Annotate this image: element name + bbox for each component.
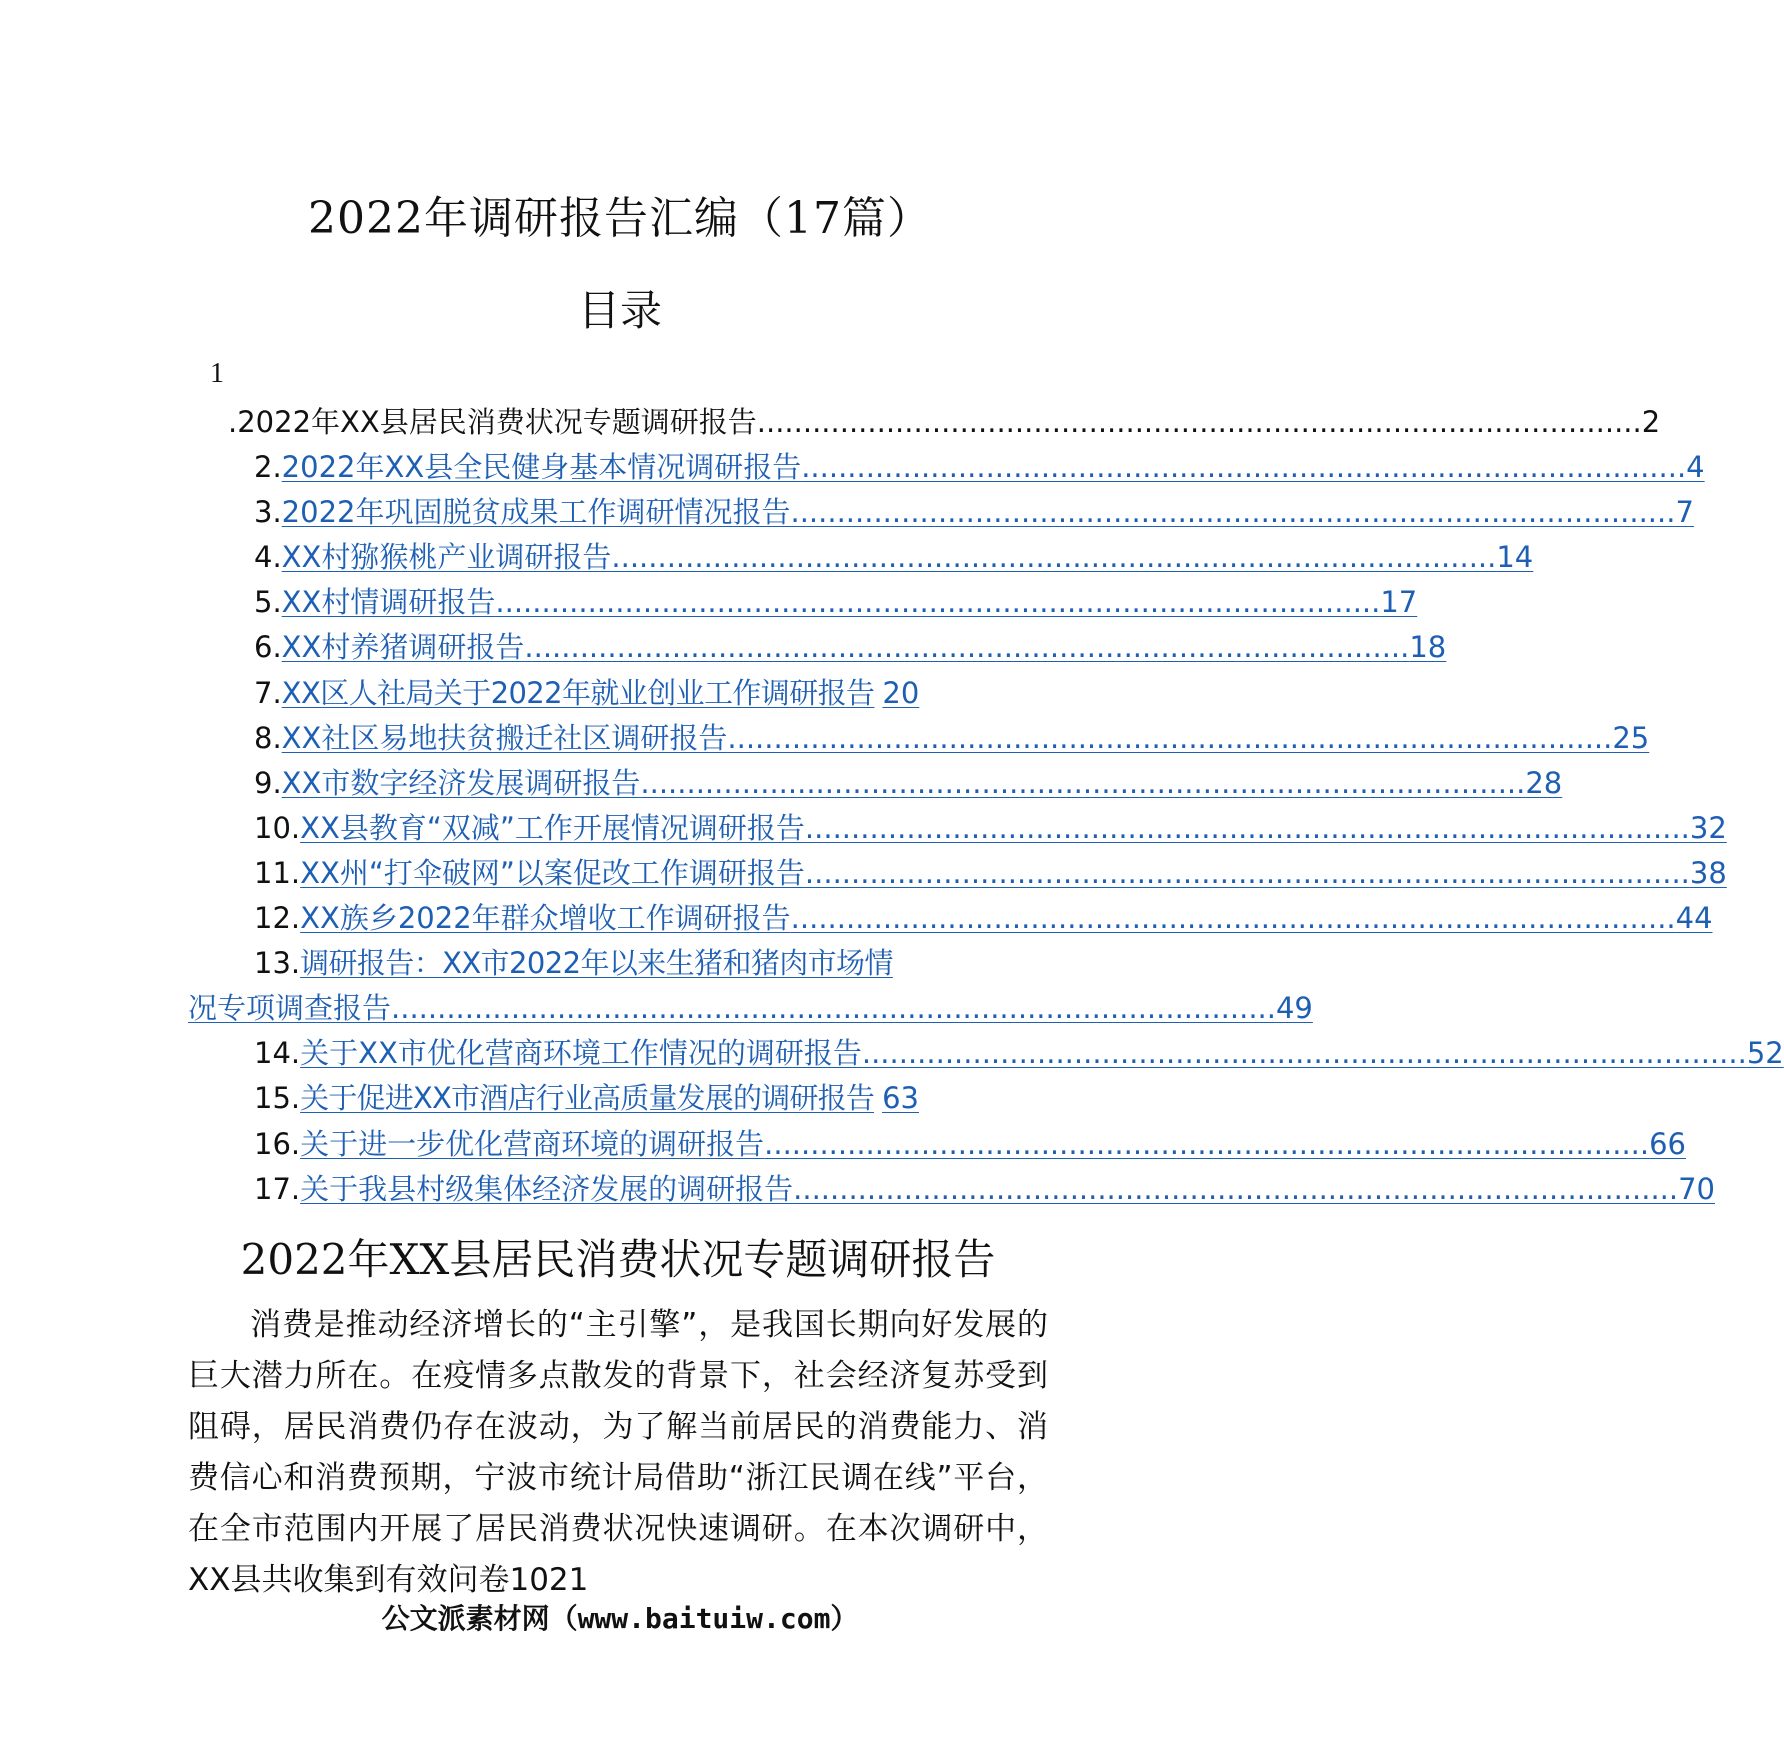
- toc-link[interactable]: 关于进一步优化营商环境的调研报告: [300, 1126, 765, 1161]
- toc-item-number: 8.: [254, 720, 282, 755]
- toc-item-13[interactable]: [188, 941, 1048, 986]
- toc-link[interactable]: 况专项调查报告: [188, 991, 392, 1026]
- toc-page-number[interactable]: 49: [1275, 991, 1313, 1026]
- toc-leader-dots: ................................................................................................: [804, 855, 1690, 890]
- section-title: 2022年XX县居民消费状况专题调研报告: [240, 1235, 996, 1284]
- toc-leader-dots: ................................................................................................: [804, 810, 1690, 845]
- toc-item-16[interactable]: [188, 1122, 1686, 1167]
- toc-leader-dots: ................................................................................................: [495, 585, 1381, 620]
- toc-leader-dots: ................................................................................................: [793, 1171, 1679, 1206]
- toc-item-3[interactable]: [188, 490, 1694, 535]
- toc-page-number[interactable]: 44: [1675, 901, 1713, 936]
- toc-link[interactable]: 关于XX市优化营商环境工作情况的调研报告: [300, 1036, 862, 1071]
- toc-link[interactable]: XX州“打伞破网”以案促改工作调研报告: [300, 855, 805, 890]
- toc-link[interactable]: XX族乡2022年群众增收工作调研报告: [300, 901, 791, 936]
- toc-link[interactable]: XX县教育“双减”工作开展情况调研报告: [300, 810, 805, 845]
- toc-item-number: 3.: [254, 495, 282, 530]
- toc-item-number: 16.: [254, 1126, 301, 1161]
- toc-leader-dots: ................................................................................................: [756, 405, 1642, 439]
- toc-item-text: .2022年XX县居民消费状况专题调研报告: [228, 405, 757, 439]
- toc-item-8[interactable]: [188, 716, 1650, 761]
- toc-leader-dots: ................................................................................................: [861, 1036, 1747, 1071]
- toc-leader-dots: ................................................................................................: [524, 630, 1410, 665]
- toc-leader-dots: ................................................................................................: [790, 495, 1676, 530]
- toc-item-number: 17.: [254, 1171, 301, 1206]
- toc-link[interactable]: XX村情调研报告: [281, 585, 496, 620]
- toc-item-14[interactable]: [188, 1031, 1784, 1076]
- toc-item-number: 14.: [254, 1036, 301, 1071]
- toc-item-2[interactable]: [188, 445, 1705, 490]
- toc-page-number[interactable]: 32: [1689, 810, 1727, 845]
- toc-item-number: 11.: [254, 855, 301, 890]
- toc-item-number: 15.: [254, 1081, 301, 1116]
- toc-page-number[interactable]: 70: [1678, 1171, 1715, 1206]
- toc-item-number: 12.: [254, 901, 301, 936]
- toc-leader-dots: ................................................................................................: [764, 1126, 1650, 1161]
- toc-page-number[interactable]: 4: [1686, 450, 1705, 485]
- toc-item-number: 6.: [254, 630, 282, 665]
- toc-leader-dots: ................................................................................................: [640, 765, 1526, 800]
- toc-page-number[interactable]: 66: [1649, 1126, 1686, 1161]
- toc-link[interactable]: XX村猕猴桃产业调研报告: [281, 540, 612, 575]
- toc-item-7[interactable]: [188, 671, 1048, 716]
- toc-page-number[interactable]: 18: [1409, 630, 1447, 665]
- toc-item-13-continuation[interactable]: [188, 986, 1313, 1031]
- toc-leader-dots: ................................................................................................: [801, 450, 1687, 485]
- toc-link[interactable]: XX区人社局关于2022年就业创业工作调研报告: [281, 675, 875, 710]
- toc-heading: 目录: [577, 286, 662, 335]
- toc-page-number[interactable]: 14: [1496, 540, 1534, 575]
- toc-lead-number: 1: [210, 358, 224, 389]
- toc-link[interactable]: XX市数字经济发展调研报告: [281, 765, 641, 800]
- toc-link[interactable]: XX社区易地扶贫搬迁社区调研报告: [281, 720, 728, 755]
- toc-item-9[interactable]: [188, 761, 1563, 806]
- toc-page-number[interactable]: 52: [1746, 1036, 1784, 1071]
- toc-item-number: 5.: [254, 585, 282, 620]
- document-title: 2022年调研报告汇编（17篇）: [308, 193, 932, 244]
- toc-page-number[interactable]: 28: [1525, 765, 1563, 800]
- toc-leader-dots: ................................................................................................: [790, 901, 1676, 936]
- toc-page-number[interactable]: 17: [1380, 585, 1418, 620]
- toc-link[interactable]: 关于我县村级集体经济发展的调研报告: [300, 1171, 794, 1206]
- toc-leader-dots: ................................................................................................: [611, 540, 1497, 575]
- toc-item-6[interactable]: [188, 625, 1447, 670]
- toc-item-number: 10.: [254, 810, 301, 845]
- toc-item-number: 7.: [254, 675, 282, 710]
- toc-link[interactable]: 2022年巩固脱贫成果工作调研情况报告: [281, 495, 791, 530]
- toc-item-11[interactable]: [188, 851, 1727, 896]
- toc-item-1[interactable]: [188, 400, 1661, 445]
- toc-page-number[interactable]: 7: [1675, 495, 1694, 530]
- toc-item-17[interactable]: [188, 1167, 1715, 1212]
- toc-link[interactable]: 调研报告：XX市2022年以来生猪和猪肉市场情: [300, 946, 893, 981]
- toc-page-number[interactable]: 25: [1612, 720, 1650, 755]
- toc-item-10[interactable]: [188, 806, 1727, 851]
- toc-item-15[interactable]: [188, 1076, 1048, 1121]
- toc-item-number: 4.: [254, 540, 282, 575]
- toc-page-number: 2: [1641, 405, 1661, 439]
- toc-item-4[interactable]: [188, 535, 1534, 580]
- footer-watermark: 公文派素材网（www.baituiw.com）: [381, 1602, 859, 1635]
- table-of-contents: [188, 400, 1784, 1212]
- toc-item-5[interactable]: [188, 580, 1418, 625]
- body-paragraph: 消费是推动经济增长的“主引擎”，是我国长期向好发展的巨大潜力所在。在疫情多点散发的背景下，社会经济复苏受到阻碍，居民消费仍存在波动，为了解当前居民的消费能力、消费信心和消费预期，宁波市统计局借助“浙江民调在线”平台，在全市范围内开展了居民消费状况快速调研。在本次调研中，XX县共收集到有效问卷1021: [188, 1307, 1048, 1598]
- toc-item-number: 13.: [254, 946, 301, 981]
- toc-page-number[interactable]: 20: [882, 675, 920, 710]
- toc-item-12[interactable]: [188, 896, 1713, 941]
- toc-link[interactable]: 关于促进XX市酒店行业高质量发展的调研报告: [300, 1081, 875, 1116]
- toc-item-number: 9.: [254, 765, 282, 800]
- toc-item-number: 2.: [254, 450, 282, 485]
- toc-link[interactable]: 2022年XX县全民健身基本情况调研报告: [281, 450, 802, 485]
- toc-page-number[interactable]: 63: [882, 1081, 919, 1116]
- toc-leader-dots: ................................................................................................: [391, 991, 1276, 1026]
- toc-page-number[interactable]: 38: [1689, 855, 1727, 890]
- toc-link[interactable]: XX村养猪调研报告: [281, 630, 525, 665]
- toc-leader-dots: ................................................................................................: [727, 720, 1613, 755]
